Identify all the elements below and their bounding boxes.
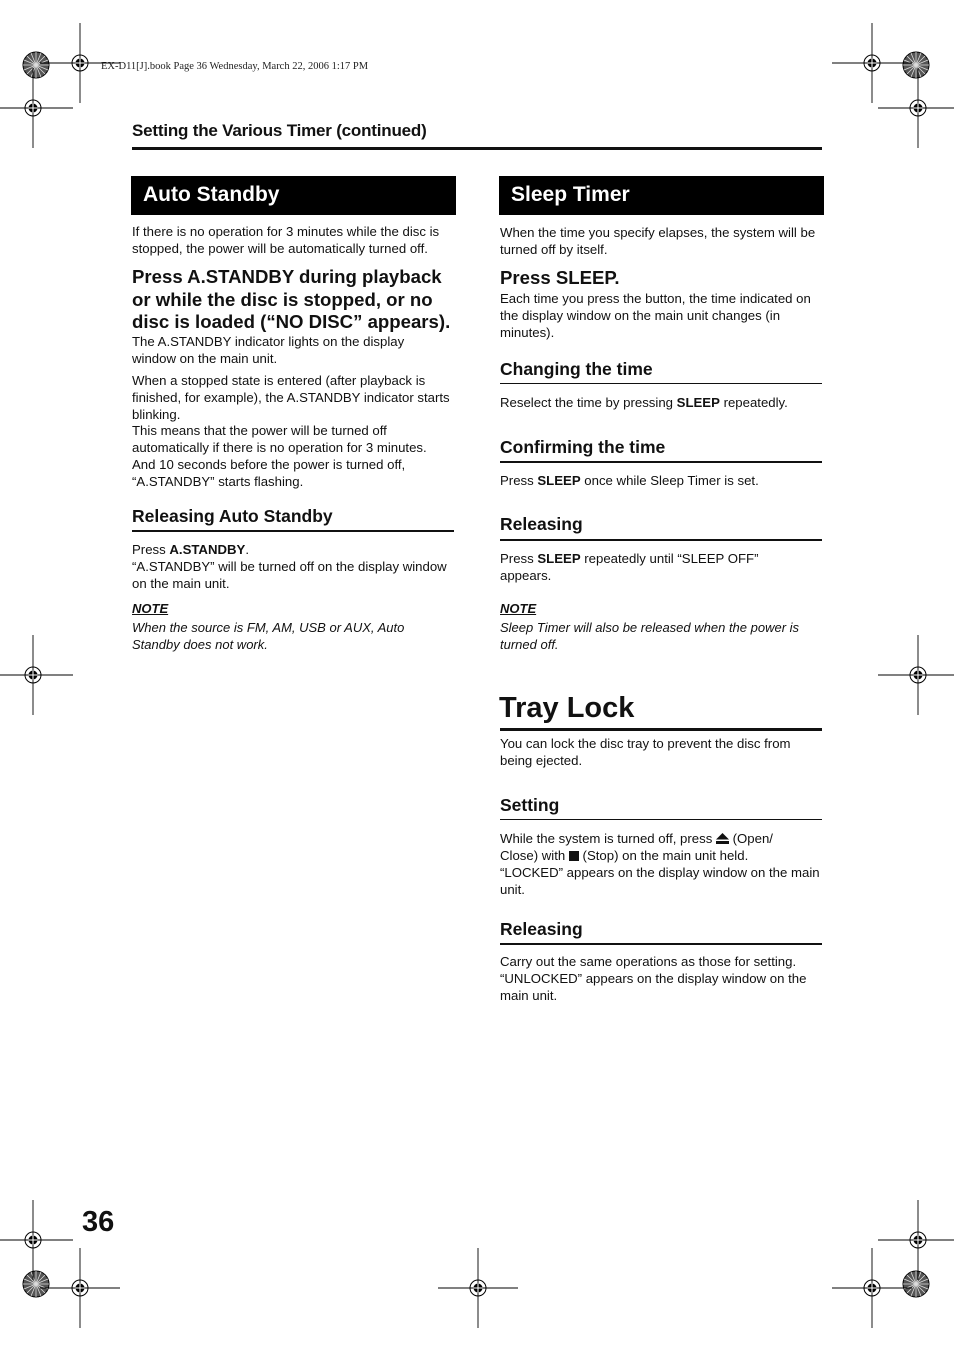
tray-setting-heading: Setting xyxy=(500,795,560,815)
confirming-time-heading: Confirming the time xyxy=(500,437,666,457)
tray-releasing-text: Carry out the same operations as those for setting. xyxy=(500,954,797,969)
tray-releasing-heading: Releasing xyxy=(500,919,583,939)
crosshair-icon xyxy=(0,68,73,148)
section-rule xyxy=(500,383,822,384)
auto-standby-banner xyxy=(131,176,456,215)
changing-time-heading: Changing the time xyxy=(500,359,653,379)
sleep-timer-title: Sleep Timer xyxy=(511,183,630,206)
page-number: 36 xyxy=(82,1206,115,1238)
key-name: SLEEP xyxy=(676,395,720,410)
running-head-rule xyxy=(132,147,822,150)
auto-standby-paragraph: This means that the power will be turned off automatically if there is no operation for 3 minutes. xyxy=(132,423,427,455)
tray-lock-title: Tray Lock xyxy=(499,692,635,724)
sleep-releasing-heading: Releasing xyxy=(500,514,583,534)
tray-setting-text2: “LOCKED” appears on the display window on the main unit. xyxy=(500,865,820,897)
auto-standby-title: Auto Standby xyxy=(143,183,280,206)
auto-standby-instruction: Press A.STANDBY during playback or while the disc is stopped, or no disc is loaded (“NO DISC” appears). xyxy=(132,266,451,332)
tray-lock-rule xyxy=(500,728,822,731)
crosshair-icon xyxy=(0,635,73,715)
confirming-time-text: Press SLEEP once while Sleep Timer is set. xyxy=(500,473,759,488)
key-name: SLEEP xyxy=(537,473,581,488)
note-label: NOTE xyxy=(500,601,537,616)
tray-setting-text: While the system is turned off, press (Open/ Close) with (Stop) on the main unit held. xyxy=(500,831,773,863)
eject-icon xyxy=(716,833,729,844)
running-head: Setting the Various Timer (continued) xyxy=(132,121,427,140)
note-text: When the source is FM, AM, USB or AUX, Auto Standby does not work. xyxy=(132,620,405,652)
section-rule xyxy=(500,943,822,945)
crosshair-icon xyxy=(438,1248,518,1328)
section-rule xyxy=(500,539,822,541)
color-target-star-icon xyxy=(903,52,929,78)
releasing-auto-standby-step: Press A.STANDBY. xyxy=(132,542,249,557)
crosshair-icon xyxy=(832,23,912,103)
tray-releasing-text2: “UNLOCKED” appears on the display window on the main unit. xyxy=(500,971,807,1003)
section-rule xyxy=(500,819,822,820)
note-text: Sleep Timer will also be released when the power is turned off. xyxy=(500,620,800,652)
tray-lock-intro: You can lock the disc tray to prevent the disc from being ejected. xyxy=(500,736,791,768)
sleep-timer-banner xyxy=(499,176,824,215)
key-name: A.STANDBY xyxy=(169,542,246,557)
crosshair-icon xyxy=(878,1200,954,1280)
section-rule xyxy=(500,461,822,463)
auto-standby-paragraph: The A.STANDBY indicator lights on the display window on the main unit. xyxy=(132,334,405,366)
crosshair-icon xyxy=(40,1248,120,1328)
color-target-star-icon xyxy=(23,1271,49,1297)
auto-standby-intro: If there is no operation for 3 minutes while the disc is stopped, the power will be automatically turned off. xyxy=(132,224,440,256)
sleep-timer-intro: When the time you specify elapses, the system will be turned off by itself. xyxy=(500,225,816,257)
crosshair-icon xyxy=(832,1248,912,1328)
releasing-auto-standby-heading: Releasing Auto Standby xyxy=(132,506,333,526)
auto-standby-paragraph: And 10 seconds before the power is turned off, “A.STANDBY” starts flashing. xyxy=(132,457,406,489)
color-target-star-icon xyxy=(903,1271,929,1297)
note-label: NOTE xyxy=(132,601,169,616)
crosshair-icon xyxy=(878,68,954,148)
section-rule xyxy=(132,530,454,532)
print-info: EX-D11[J].book Page 36 Wednesday, March 22, 2006 1:17 PM xyxy=(101,61,369,72)
sleep-timer-paragraph: Each time you press the button, the time indicated on the display window on the main unit changes (in minutes). xyxy=(500,291,811,340)
crosshair-icon xyxy=(0,1200,73,1280)
sleep-timer-instruction: Press SLEEP. xyxy=(500,267,620,288)
color-target-star-icon xyxy=(23,52,49,78)
crosshair-icon xyxy=(878,635,954,715)
changing-time-text: Reselect the time by pressing SLEEP repeatedly. xyxy=(500,395,788,410)
stop-icon xyxy=(569,851,579,861)
key-name: SLEEP xyxy=(537,551,581,566)
releasing-auto-standby-text: “A.STANDBY” will be turned off on the display window on the main unit. xyxy=(132,559,447,591)
auto-standby-paragraph: When a stopped state is entered (after playback is finished, for example), the A.STANDBY indicator starts blinking. xyxy=(132,373,450,422)
sleep-releasing-text: Press SLEEP repeatedly until “SLEEP OFF” appears. xyxy=(500,551,759,583)
